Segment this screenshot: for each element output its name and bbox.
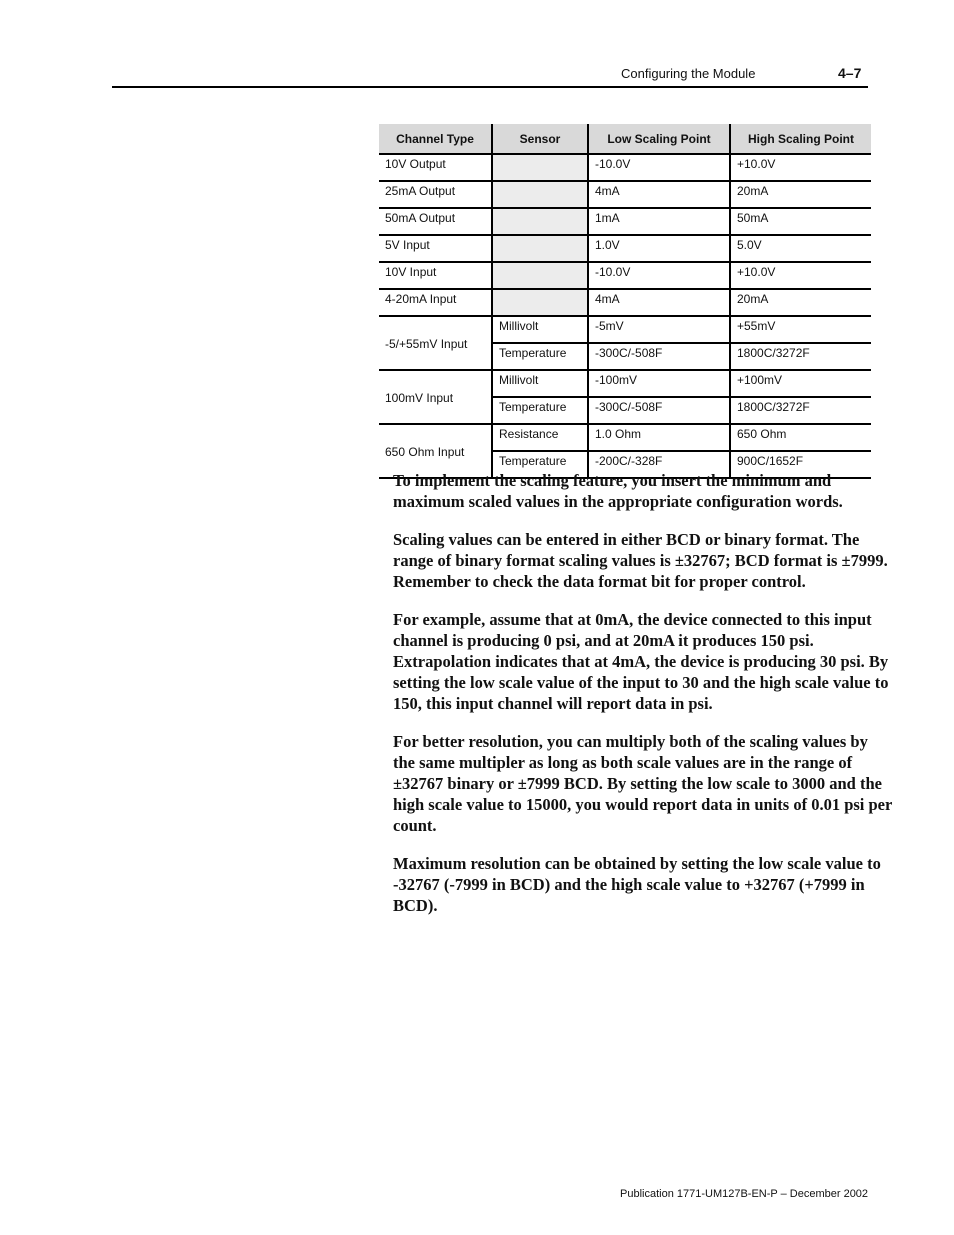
- low-scaling-cell: 4mA: [588, 289, 730, 316]
- low-scaling-cell: -10.0V: [588, 154, 730, 181]
- channel-type-cell: 650 Ohm Input: [379, 424, 492, 478]
- table-row: [379, 316, 871, 343]
- sensor-cell: Millivolt: [492, 370, 588, 397]
- column-header: Channel Type: [379, 124, 492, 154]
- paragraph: For example, assume that at 0mA, the device connected to this input channel is producing 0 psi, and at 20mA it produces 150 psi. Extrapolation indicates that at 4mA, the device is producing 30 psi. By setting the low scale value of the input to 30 and the high scale value to 150, this input channel will report data in psi.: [393, 610, 889, 713]
- low-scaling-cell: -10.0V: [588, 262, 730, 289]
- low-scaling-cell: 1.0 Ohm: [588, 424, 730, 451]
- high-scaling-cell: 1800C/3272F: [730, 343, 871, 370]
- paragraph: To implement the scaling feature, you insert the minimum and maximum scaled values in the appropriate configuration words.: [393, 471, 843, 511]
- sensor-cell: Temperature: [492, 451, 588, 478]
- low-scaling-cell: 1mA: [588, 208, 730, 235]
- high-scaling-cell: 20mA: [730, 289, 871, 316]
- channel-type-cell: 5V Input: [379, 235, 492, 262]
- publication-footer: Publication 1771-UM127B-EN-P – December 2002: [620, 1188, 869, 1200]
- column-header: Low Scaling Point: [588, 124, 730, 154]
- table-row: [379, 289, 871, 316]
- body-text: [393, 470, 893, 933]
- paragraph: Maximum resolution can be obtained by setting the low scale value to -32767 (-7999 in BCD) and the high scale value to +32767 (+7999 in BCD).: [393, 854, 881, 915]
- table-header-row: [379, 124, 871, 154]
- channel-type-cell: 25mA Output: [379, 181, 492, 208]
- sensor-cell: [492, 235, 588, 262]
- table-row: [379, 154, 871, 181]
- table-row: [379, 235, 871, 262]
- scaling-points-table: [379, 124, 871, 479]
- column-header: Sensor: [492, 124, 588, 154]
- high-scaling-cell: +55mV: [730, 316, 871, 343]
- high-scaling-cell: +100mV: [730, 370, 871, 397]
- page-number: 4–7: [838, 65, 862, 81]
- high-scaling-cell: 50mA: [730, 208, 871, 235]
- low-scaling-cell: -5mV: [588, 316, 730, 343]
- low-scaling-cell: 1.0V: [588, 235, 730, 262]
- low-scaling-cell: -300C/-508F: [588, 343, 730, 370]
- high-scaling-cell: 5.0V: [730, 235, 871, 262]
- low-scaling-cell: 4mA: [588, 181, 730, 208]
- high-scaling-cell: 20mA: [730, 181, 871, 208]
- sensor-cell: [492, 262, 588, 289]
- sensor-cell: [492, 154, 588, 181]
- table-row: [379, 262, 871, 289]
- table-row: [379, 181, 871, 208]
- high-scaling-cell: 1800C/3272F: [730, 397, 871, 424]
- channel-type-cell: 10V Input: [379, 262, 492, 289]
- running-header-title: Configuring the Module: [621, 66, 756, 81]
- table-row: [379, 208, 871, 235]
- channel-type-cell: -5/+55mV Input: [379, 316, 492, 370]
- low-scaling-cell: -300C/-508F: [588, 397, 730, 424]
- header-rule: [112, 86, 868, 88]
- channel-type-cell: 100mV Input: [379, 370, 492, 424]
- sensor-cell: Temperature: [492, 343, 588, 370]
- high-scaling-cell: +10.0V: [730, 262, 871, 289]
- sensor-cell: [492, 181, 588, 208]
- paragraph: For better resolution, you can multiply both of the scaling values by the same multipler as long as both scale values are in the range of ±32767 binary or ±7999 BCD. By setting the low scale to 3000 and the high scale value to 15000, you would report data in units of 0.01 psi per count.: [393, 732, 893, 835]
- sensor-cell: [492, 208, 588, 235]
- table-row: [379, 424, 871, 451]
- channel-type-cell: 50mA Output: [379, 208, 492, 235]
- paragraph: Scaling values can be entered in either BCD or binary format. The range of binary format scaling values is ±32767; BCD format is ±7999. Remember to check the data format bit for proper control.: [393, 530, 888, 591]
- high-scaling-cell: 900C/1652F: [730, 451, 871, 478]
- table-row: [379, 370, 871, 397]
- low-scaling-cell: -100mV: [588, 370, 730, 397]
- sensor-cell: Temperature: [492, 397, 588, 424]
- low-scaling-cell: -200C/-328F: [588, 451, 730, 478]
- channel-type-cell: 10V Output: [379, 154, 492, 181]
- high-scaling-cell: 650 Ohm: [730, 424, 871, 451]
- high-scaling-cell: +10.0V: [730, 154, 871, 181]
- channel-type-cell: 4-20mA Input: [379, 289, 492, 316]
- column-header: High Scaling Point: [730, 124, 871, 154]
- sensor-cell: Resistance: [492, 424, 588, 451]
- sensor-cell: Millivolt: [492, 316, 588, 343]
- sensor-cell: [492, 289, 588, 316]
